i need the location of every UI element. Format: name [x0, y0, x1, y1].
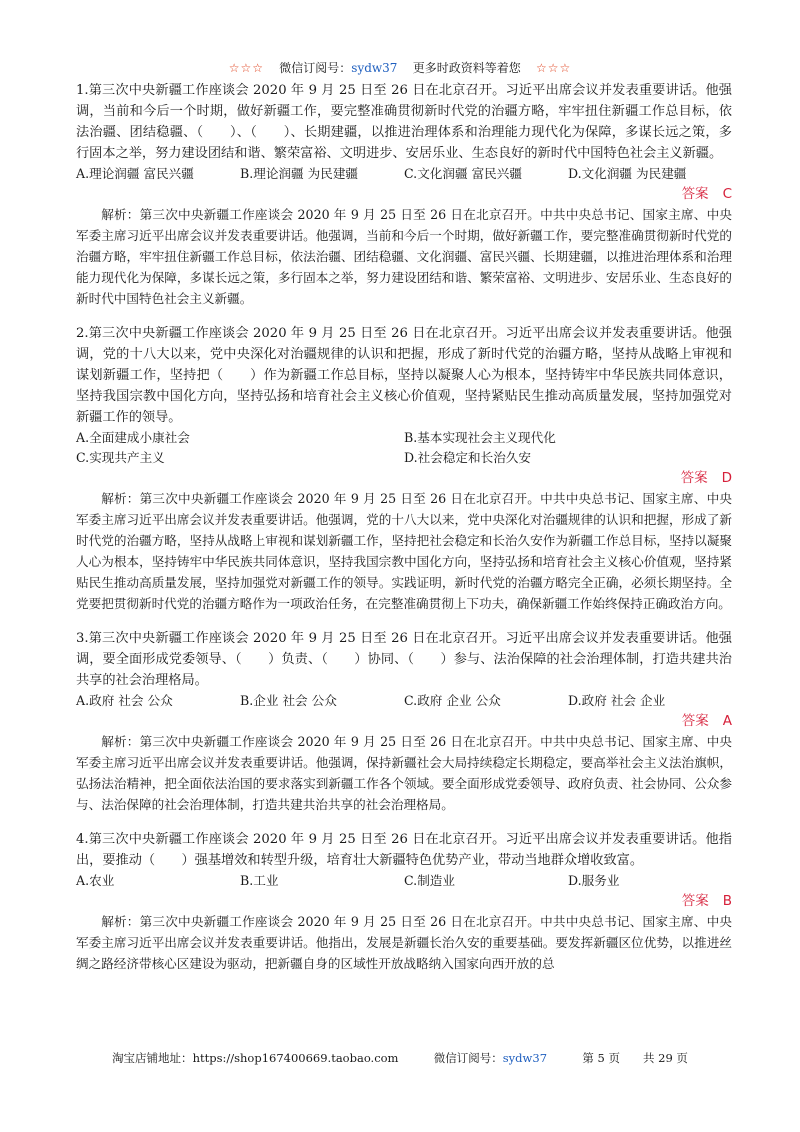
- question-1: [76, 80, 732, 309]
- question-text: 1.第三次中央新疆工作座谈会 2020 年 9 月 25 日至 26 日在北京召开。习近平出席会议并发表重要讲话。他强调，当前和今后一个时期，做好新疆工作，要完整准确贯彻新时代党的治疆方略，牢牢扭住新疆工作总目标，依法治疆、团结稳疆、（ ）、（ ）、长期建疆，以推进治理体系和治理能力现代化为保障，多谋长远之策，多行固本之举，努力建设团结和谐、繁荣富裕、文明进步、安居乐业、生态良好的新时代中国特色社会主义新疆。: [76, 83, 732, 161]
- option-a: A.政府 社会 公众: [76, 693, 173, 708]
- option-b: B.理论润疆 为民建疆: [240, 166, 359, 181]
- option-a: A.全面建成小康社会: [76, 430, 190, 445]
- footer-shop-url[interactable]: https://shop167400669.taobao.com: [192, 1051, 399, 1065]
- explanation: 解析：第三次中央新疆工作座谈会 2020 年 9 月 25 日至 26 日在北京召开。中共中央总书记、国家主席、中央军委主席习近平出席会议并发表重要讲话。他强调，党的十八大以来，党中央深化对治疆规律的认识和把握，形成了新时代党的治疆方略，坚持从战略上审视和谋划新疆工作，坚持把社会稳定和长治久安作为新疆工作总目标，坚持以凝聚人心为根本，坚持铸牢中华民族共同体意识，坚持我国宗教中国化方向，坚持弘扬和培育社会主义核心价值观，坚持紧贴民生推动高质量发展，坚持加强党对新疆工作的领导。实践证明，新时代党的治疆方略完全正确，必须长期坚持。全党要把贯彻新时代党的治疆方略作为一项政治任务，在完整准确贯彻上下功夫，确保新疆工作始终保持正确政治方向。: [76, 491, 732, 611]
- explanation: 解析：第三次中央新疆工作座谈会 2020 年 9 月 25 日至 26 日在北京召开。中共中央总书记、国家主席、中央军委主席习近平出席会议并发表重要讲话。他强调，保持新疆社会大局持续稳定长期稳定，要高举社会主义法治旗帜，弘扬法治精神，把全面依法治国的要求落实到新疆工作各个领域。要全面形成党委领导、政府负责、社会协同、公众参与、法治保障的社会治理体制，打造共建共治共享的社会治理格局。: [76, 734, 732, 812]
- question-3: [76, 628, 732, 815]
- answer-value: B: [722, 893, 732, 909]
- explanation: 解析：第三次中央新疆工作座谈会 2020 年 9 月 25 日至 26 日在北京召开。中共中央总书记、国家主席、中央军委主席习近平出席会议并发表重要讲话。他指出，发展是新疆长治久安的重要基础。要发挥新疆区位优势，以推进丝绸之路经济带核心区建设为驱动，把新疆自身的区域性开放战略纳入国家向西开放的总: [76, 914, 732, 971]
- footer-shop-label: 淘宝店铺地址：: [112, 1051, 193, 1065]
- header-subscribe-id: sydw37: [351, 61, 398, 75]
- footer-page-info: 第 5 页 共 29 页: [582, 1051, 688, 1065]
- answer-value: A: [722, 713, 732, 729]
- page-footer: [0, 1050, 800, 1066]
- answer-line: [76, 891, 732, 911]
- option-a: A.农业: [76, 873, 115, 888]
- option-c: C.实现共产主义: [76, 450, 165, 465]
- footer-subscribe-label: 微信订阅号：: [433, 1051, 503, 1065]
- question-4: [76, 829, 732, 974]
- question-text: 4.第三次中央新疆工作座谈会 2020 年 9 月 25 日至 26 日在北京召开。习近平出席会议并发表重要讲话。他指出，要推动（ ）强基增效和转型升级，培育壮大新疆特色优势产业，带动当地群众增收致富。: [76, 832, 732, 868]
- question-options: [76, 428, 732, 468]
- option-b: B.工业: [240, 873, 279, 888]
- question-text: 3.第三次中央新疆工作座谈会 2020 年 9 月 25 日至 26 日在北京召开。习近平出席会议并发表重要讲话。他强调，要全面形成党委领导、（ ）负责、（ ）协同、（ ）参与、法治保障的社会治理体制，打造共建共治共享的社会治理格局。: [76, 631, 732, 688]
- option-d: D.社会稳定和长治久安: [404, 450, 531, 465]
- question-options: [76, 691, 732, 711]
- answer-line: [76, 184, 732, 204]
- header-stars-left: ☆☆☆: [228, 61, 264, 75]
- question-options: [76, 164, 732, 184]
- header-stars-right: ☆☆☆: [536, 61, 572, 75]
- option-b: B.企业 社会 公众: [240, 693, 337, 708]
- answer-line: [76, 468, 732, 488]
- question-2: [76, 323, 732, 614]
- answer-value: C: [722, 186, 732, 202]
- option-c: C.政府 企业 公众: [404, 693, 501, 708]
- option-d: D.文化润疆 为民建疆: [568, 166, 687, 181]
- page-header: [0, 60, 800, 76]
- footer-subscribe-id: sydw37: [502, 1051, 548, 1065]
- question-options: [76, 871, 732, 891]
- answer-value: D: [721, 470, 732, 486]
- header-slogan: 更多时政资料等着您: [412, 61, 521, 75]
- option-c: C.制造业: [404, 873, 455, 888]
- answer-label: 答案: [681, 713, 709, 729]
- header-subscribe-label: 微信订阅号：: [279, 61, 352, 75]
- question-list: [76, 80, 732, 974]
- explanation: 解析：第三次中央新疆工作座谈会 2020 年 9 月 25 日至 26 日在北京召开。中共中央总书记、国家主席、中央军委主席习近平出席会议并发表重要讲话。他强调，当前和今后一个时期，做好新疆工作，要完整准确贯彻新时代党的治疆方略，牢牢扭住新疆工作总目标，依法治疆、团结稳疆、文化润疆、富民兴疆、长期建疆，以推进治理体系和治理能力现代化为保障，多谋长远之策，多行固本之举，努力建设团结和谐、繁荣富裕、文明进步、安居乐业、生态良好的新时代中国特色社会主义新疆。: [76, 207, 732, 306]
- answer-label: 答案: [681, 893, 709, 909]
- option-c: C.文化润疆 富民兴疆: [404, 166, 522, 181]
- question-text: 2.第三次中央新疆工作座谈会 2020 年 9 月 25 日至 26 日在北京召开。习近平出席会议并发表重要讲话。他强调，党的十八大以来，党中央深化对治疆规律的认识和把握，形成了新时代党的治疆方略，坚持从战略上审视和谋划新疆工作，坚持把（ ）作为新疆工作总目标，坚持以凝聚人心为根本，坚持铸牢中华民族共同体意识，坚持我国宗教中国化方向，坚持弘扬和培育社会主义核心价值观，坚持紧贴民生推动高质量发展，坚持加强党对新疆工作的领导。: [76, 326, 732, 425]
- option-d: D.政府 社会 企业: [568, 693, 666, 708]
- option-d: D.服务业: [568, 873, 620, 888]
- answer-line: [76, 711, 732, 731]
- option-b: B.基本实现社会主义现代化: [404, 430, 556, 445]
- option-a: A.理论润疆 富民兴疆: [76, 166, 194, 181]
- answer-label: 答案: [681, 186, 709, 202]
- answer-label: 答案: [680, 470, 708, 486]
